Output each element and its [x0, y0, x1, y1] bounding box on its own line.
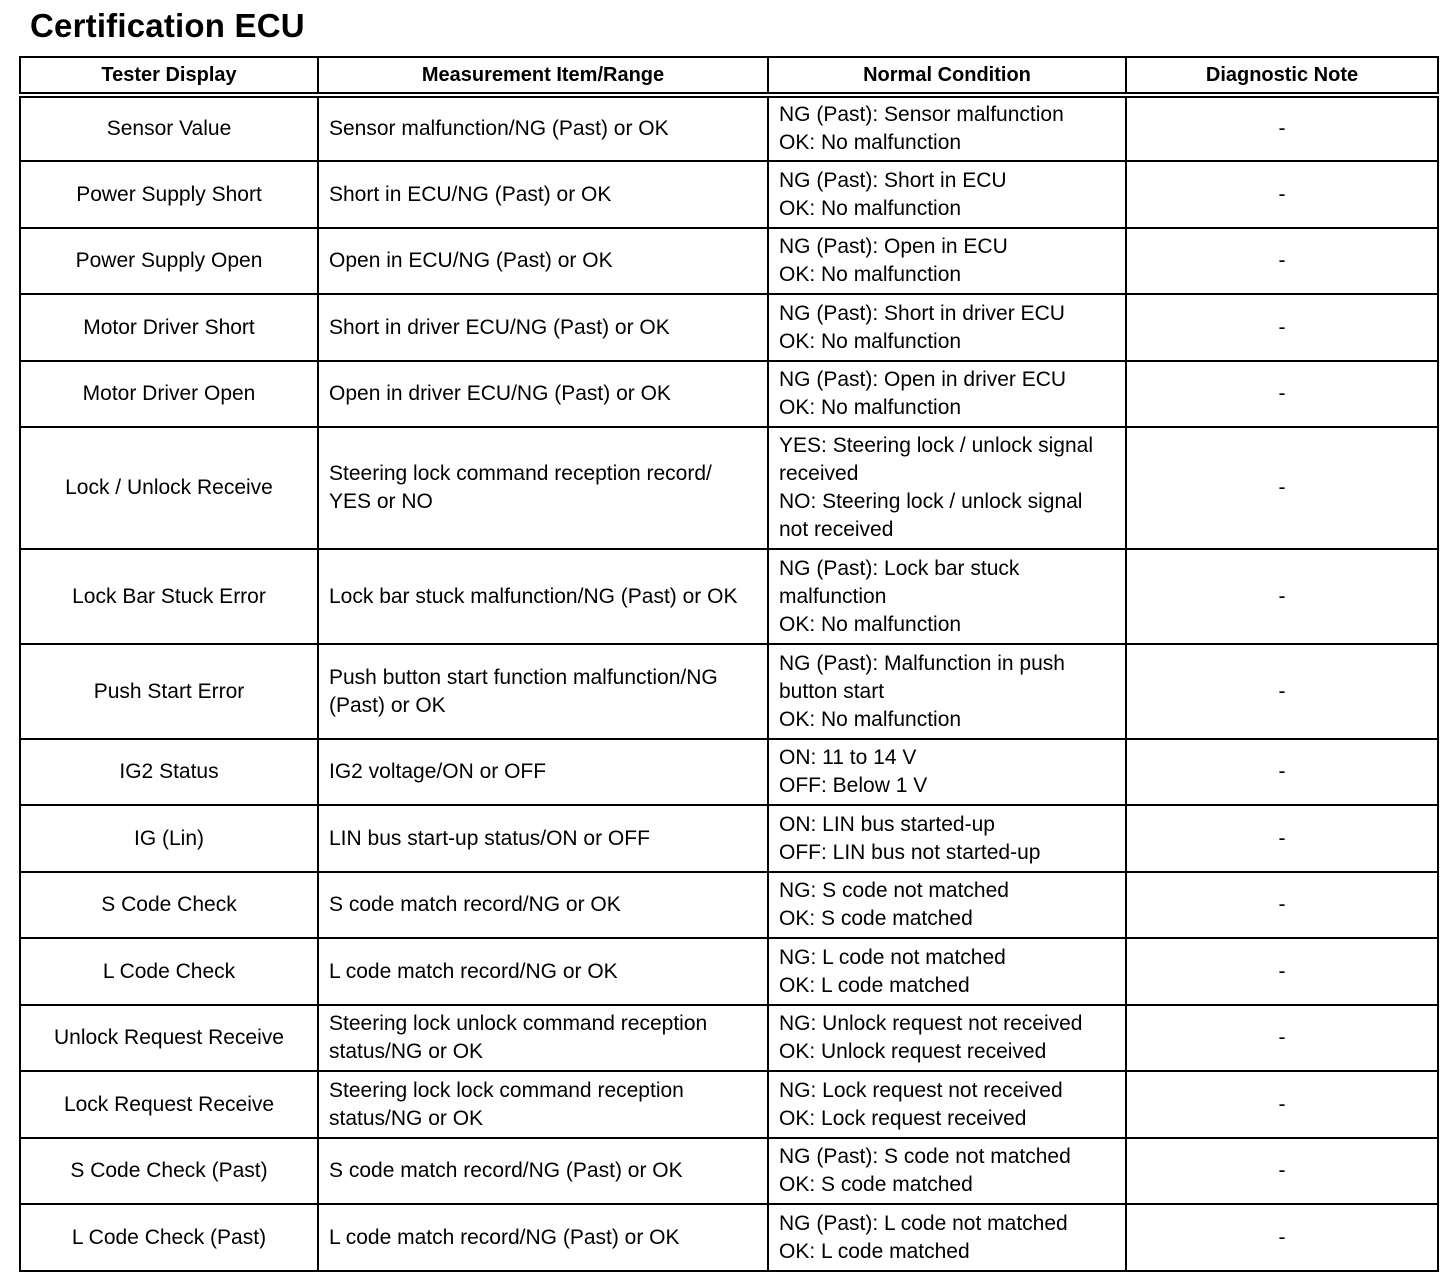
normal-condition-cell [768, 1138, 1126, 1204]
tester-display-cell: Sensor Value [20, 95, 318, 161]
diagnostic-note-cell: - [1126, 95, 1438, 161]
tester-display-cell: Power Supply Short [20, 161, 318, 228]
table-row [20, 1071, 1438, 1138]
normal-condition-cell [768, 549, 1126, 644]
measurement-cell: LIN bus start-up status/ON or OFF [318, 805, 768, 872]
normal-condition-line: OFF: Below 1 V [779, 774, 928, 797]
normal-condition-cell [768, 427, 1126, 549]
measurement-cell: Open in ECU/NG (Past) or OK [318, 228, 768, 294]
page-title: Certification ECU [30, 7, 305, 44]
measurement-cell: S code match record/NG (Past) or OK [318, 1138, 768, 1204]
table-row [20, 361, 1438, 427]
normal-condition-line: ON: 11 to 14 V [779, 746, 917, 769]
normal-condition-cell [768, 1071, 1126, 1138]
normal-condition-cell [768, 739, 1126, 805]
diagnostic-note-cell: - [1126, 1071, 1438, 1138]
tester-display-cell: L Code Check (Past) [20, 1204, 318, 1271]
normal-condition-line: OK: No malfunction [779, 329, 962, 353]
table-row [20, 228, 1438, 294]
measurement-cell: IG2 voltage/ON or OFF [318, 739, 768, 805]
table-row [20, 938, 1438, 1005]
normal-condition-cell [768, 361, 1126, 427]
diagnostic-note-cell: - [1126, 872, 1438, 938]
column-header-diagnostic-note: Diagnostic Note [1126, 57, 1438, 95]
normal-condition-line: OK: No malfunction [779, 612, 962, 636]
table-row [20, 1204, 1438, 1271]
table-row [20, 427, 1438, 549]
tester-display-cell: Lock Bar Stuck Error [20, 549, 318, 644]
normal-condition-cell [768, 294, 1126, 361]
normal-condition-line: NG: L code not matched [779, 945, 1006, 969]
measurement-cell: Short in ECU/NG (Past) or OK [318, 161, 768, 228]
measurement-cell: Push button start function malfunction/NG (Past) or OK [318, 644, 768, 739]
normal-condition-line: OK: L code matched [779, 973, 970, 997]
normal-condition-line: NG (Past): Open in driver ECU [779, 368, 1067, 391]
column-header-measurement-item: Measurement Item/Range [318, 57, 768, 95]
measurement-cell: L code match record/NG (Past) or OK [318, 1204, 768, 1271]
normal-condition-line: OK: No malfunction [779, 131, 962, 154]
normal-condition-line: NG (Past): S code not matched [779, 1145, 1071, 1168]
tester-display-cell: IG2 Status [20, 739, 318, 805]
normal-condition-cell [768, 95, 1126, 161]
normal-condition-line: NG (Past): Open in ECU [779, 235, 1008, 258]
tester-display-cell: Unlock Request Receive [20, 1005, 318, 1071]
column-header-tester-display: Tester Display [20, 57, 318, 95]
diagnostic-note-cell: - [1126, 739, 1438, 805]
normal-condition-line: OK: No malfunction [779, 263, 962, 286]
tester-display-cell: Push Start Error [20, 644, 318, 739]
table-row [20, 161, 1438, 228]
tester-display-cell: Motor Driver Open [20, 361, 318, 427]
table-row [20, 294, 1438, 361]
measurement-cell: Sensor malfunction/NG (Past) or OK [318, 95, 768, 161]
data-table [19, 56, 1439, 1272]
diagnostic-note-cell: - [1126, 161, 1438, 228]
table-row [20, 1005, 1438, 1071]
diagnostic-note-cell: - [1126, 805, 1438, 872]
measurement-cell: Short in driver ECU/NG (Past) or OK [318, 294, 768, 361]
diagnostic-note-cell: - [1126, 1204, 1438, 1271]
diagnostic-note-cell: - [1126, 644, 1438, 739]
normal-condition-line: NG (Past): Short in driver ECU [779, 301, 1065, 325]
diagnostic-note-cell: - [1126, 228, 1438, 294]
normal-condition-line: OK: Lock request received [779, 1106, 1027, 1130]
normal-condition-cell [768, 938, 1126, 1005]
diagnostic-note-cell: - [1126, 1005, 1438, 1071]
normal-condition-line: OFF: LIN bus not started-up [779, 840, 1041, 864]
normal-condition-line: NG (Past): L code not matched [779, 1211, 1068, 1235]
table-row [20, 1138, 1438, 1204]
tester-display-cell: L Code Check [20, 938, 318, 1005]
normal-condition-line: NG: Lock request not received [779, 1078, 1063, 1102]
table-body [20, 95, 1438, 1271]
table-row [20, 872, 1438, 938]
normal-condition-line: OK: No malfunction [779, 707, 962, 731]
normal-condition-cell [768, 805, 1126, 872]
table-row [20, 805, 1438, 872]
measurement-cell: Steering lock lock command reception status/NG or OK [318, 1071, 768, 1138]
table-row [20, 549, 1438, 644]
tester-display-cell: Lock Request Receive [20, 1071, 318, 1138]
normal-condition-line: NG (Past): Lock bar stuck malfunction [779, 556, 1020, 608]
normal-condition-line: OK: No malfunction [779, 196, 962, 220]
normal-condition-cell [768, 644, 1126, 739]
normal-condition-line: OK: L code matched [779, 1239, 970, 1263]
tester-display-cell: IG (Lin) [20, 805, 318, 872]
normal-condition-line: NG (Past): Short in ECU [779, 168, 1007, 192]
normal-condition-line: OK: S code matched [779, 1173, 973, 1196]
header-row [20, 57, 1438, 95]
tester-display-cell: S Code Check [20, 872, 318, 938]
measurement-cell: S code match record/NG or OK [318, 872, 768, 938]
tester-display-cell: Power Supply Open [20, 228, 318, 294]
normal-condition-line: NG: Unlock request not received [779, 1012, 1083, 1035]
normal-condition-cell [768, 1204, 1126, 1271]
measurement-cell: Steering lock command reception record/ YES or NO [318, 427, 768, 549]
normal-condition-line: OK: Unlock request received [779, 1040, 1047, 1063]
diagnostic-note-cell: - [1126, 1138, 1438, 1204]
normal-condition-cell [768, 1005, 1126, 1071]
measurement-cell: Steering lock unlock command reception status/NG or OK [318, 1005, 768, 1071]
normal-condition-line: YES: Steering lock / unlock signal received [779, 434, 1093, 485]
tester-display-cell: Motor Driver Short [20, 294, 318, 361]
normal-condition-line: NG (Past): Sensor malfunction [779, 103, 1064, 126]
normal-condition-line: OK: No malfunction [779, 396, 962, 419]
tester-display-cell: Lock / Unlock Receive [20, 427, 318, 549]
tester-display-cell: S Code Check (Past) [20, 1138, 318, 1204]
diagnostic-note-cell: - [1126, 361, 1438, 427]
column-header-normal-condition: Normal Condition [768, 57, 1126, 95]
diagnostic-note-cell: - [1126, 294, 1438, 361]
normal-condition-line: NG (Past): Malfunction in push button start [779, 651, 1065, 703]
table-row [20, 739, 1438, 805]
table-row [20, 644, 1438, 739]
normal-condition-cell [768, 161, 1126, 228]
normal-condition-line: NO: Steering lock / unlock signal not received [779, 490, 1083, 541]
diagnostic-note-cell: - [1126, 427, 1438, 549]
diagnostic-note-cell: - [1126, 549, 1438, 644]
normal-condition-cell [768, 872, 1126, 938]
diagnostic-note-cell: - [1126, 938, 1438, 1005]
measurement-cell: L code match record/NG or OK [318, 938, 768, 1005]
measurement-cell: Open in driver ECU/NG (Past) or OK [318, 361, 768, 427]
measurement-cell: Lock bar stuck malfunction/NG (Past) or OK [318, 549, 768, 644]
table-row [20, 95, 1438, 161]
normal-condition-line: OK: S code matched [779, 907, 973, 930]
normal-condition-line: ON: LIN bus started-up [779, 812, 995, 836]
normal-condition-line: NG: S code not matched [779, 879, 1009, 902]
normal-condition-cell [768, 228, 1126, 294]
